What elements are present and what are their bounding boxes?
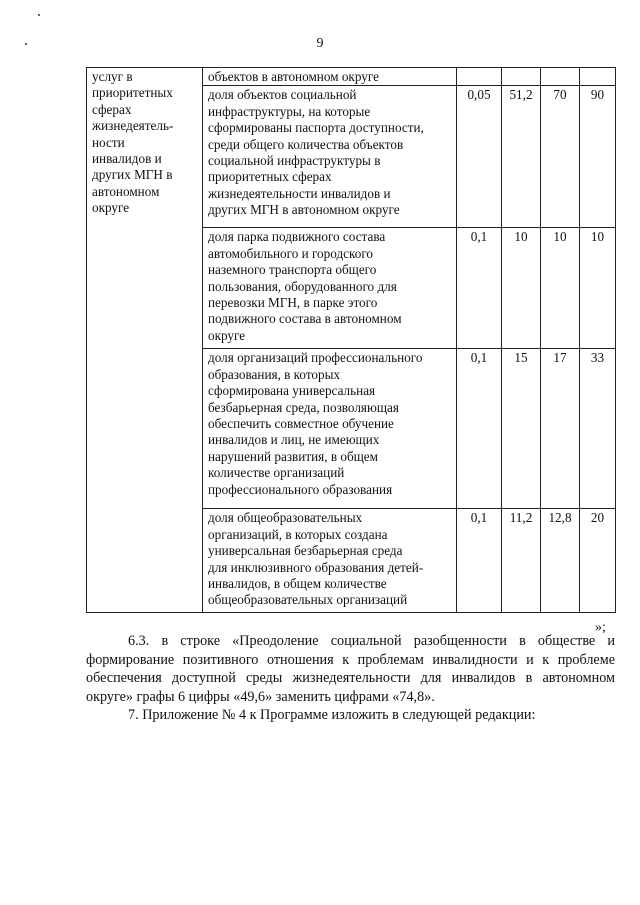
indicator-line: безбарьерная среда, позволяющая <box>208 399 399 415</box>
indicator-line: сформированы паспорта доступности, <box>208 120 424 136</box>
paragraph-line <box>86 688 615 707</box>
value-cell: 10 <box>541 228 580 349</box>
indicator-line: инвалидов, в общем количестве <box>208 576 387 592</box>
indicator-line: наземного транспорта общего <box>208 262 377 278</box>
indicator-cell <box>203 68 457 86</box>
value-cell: 20 <box>580 509 616 613</box>
value-cell <box>457 68 502 86</box>
value-cell: 10 <box>502 228 541 349</box>
indicator-line: среди общего количества объектов <box>208 136 404 152</box>
indicator-line: пользования, оборудованного для <box>208 278 397 294</box>
indicator-line: сформирована универсальная <box>208 383 376 399</box>
paragraph-text: формирование позитивного отношения к проблемам инвалидности и к проблеме <box>86 651 615 668</box>
paragraph-line <box>86 651 615 670</box>
value-cell <box>502 68 541 86</box>
indicator-line: объектов в автономном округе <box>208 69 379 84</box>
section-label-line: приоритетных <box>92 85 173 101</box>
paragraph-line <box>86 706 615 725</box>
indicator-cell <box>203 86 457 228</box>
value-cell: 51,2 <box>502 86 541 228</box>
indicator-line: инвалидов и лиц, не имеющих <box>208 432 380 448</box>
value-cell <box>580 68 616 86</box>
section-label-line: инвалидов и <box>92 151 162 167</box>
paragraph-text: 7. Приложение № 4 к Программе изложить в следующей редакции: <box>128 707 536 723</box>
value-cell: 0,1 <box>457 228 502 349</box>
section-label-line: услуг в <box>92 69 133 84</box>
value-cell: 0,1 <box>457 349 502 509</box>
table-body <box>87 68 616 613</box>
paragraph-line <box>86 669 615 688</box>
indicator-line: доля объектов социальной <box>208 87 357 103</box>
closing-quote-mark: »; <box>595 620 606 635</box>
value-cell: 90 <box>580 86 616 228</box>
paragraph-7 <box>86 706 615 725</box>
indicator-line: профессионального образования <box>208 481 393 497</box>
section-label-line: ности <box>92 134 125 150</box>
paragraph-line <box>86 632 615 651</box>
indicator-line: округе <box>208 327 246 343</box>
indicator-line: обеспечить совместное обучение <box>208 416 394 432</box>
indicator-line: доля организаций профессионального <box>208 350 423 366</box>
page-number: 9 <box>316 36 324 51</box>
indicator-cell <box>203 349 457 509</box>
indicator-line: приоритетных сферах <box>208 169 332 185</box>
indicators-table <box>86 67 616 613</box>
indicator-line: автомобильного и городского <box>208 245 374 261</box>
indicator-line: перевозки МГН, в парке этого <box>208 295 378 311</box>
value-cell: 70 <box>541 86 580 228</box>
indicator-line: общеобразовательных организаций <box>208 592 408 608</box>
paragraph-6-3 <box>86 632 615 706</box>
value-cell: 11,2 <box>502 509 541 613</box>
paragraph-text: округе» графы 6 цифры «49,6» заменить цифрами «74,8». <box>86 688 435 705</box>
section-label-line: автономном <box>92 183 160 199</box>
value-cell: 0,1 <box>457 509 502 613</box>
section-label-line: сферах <box>92 101 132 117</box>
value-cell: 12,8 <box>541 509 580 613</box>
section-label-cell <box>87 68 203 613</box>
section-label-line: других МГН в <box>92 167 173 183</box>
indicator-line: образования, в которых <box>208 366 341 382</box>
table-row <box>87 68 616 86</box>
indicator-line: организаций, в которых создана <box>208 526 388 542</box>
value-cell: 33 <box>580 349 616 509</box>
indicator-line: нарушений развития, в общем <box>208 448 379 464</box>
indicator-line: для инклюзивного образования детей- <box>208 559 424 575</box>
indicator-line: жизнедеятельности инвалидов и <box>208 185 391 201</box>
indicator-line: других МГН в автономном округе <box>208 202 400 218</box>
value-cell <box>541 68 580 86</box>
indicator-line: доля парка подвижного состава <box>208 229 386 245</box>
paragraph-text: 6.3. в строке «Преодоление социальной разобщенности в обществе и <box>128 633 615 649</box>
indicator-line: социальной инфраструктуры в <box>208 153 381 169</box>
indicator-cell <box>203 228 457 349</box>
value-cell: 15 <box>502 349 541 509</box>
indicator-line: количестве организаций <box>208 465 345 481</box>
value-cell: 0,05 <box>457 86 502 228</box>
indicator-line: инфраструктуры, на которые <box>208 103 371 119</box>
section-label-line: жизнедеятель- <box>92 118 174 134</box>
scan-speck <box>38 14 40 16</box>
indicator-line: подвижного состава в автономном <box>208 311 402 327</box>
indicator-cell <box>203 509 457 613</box>
value-cell: 17 <box>541 349 580 509</box>
indicator-line: универсальная безбарьерная среда <box>208 543 403 559</box>
section-label-line: округе <box>92 200 130 216</box>
indicator-line: доля общеобразовательных <box>208 510 363 526</box>
value-cell: 10 <box>580 228 616 349</box>
paragraph-text: обеспечения доступной среды жизнедеятельности для инвалидов в автономном <box>86 670 615 686</box>
